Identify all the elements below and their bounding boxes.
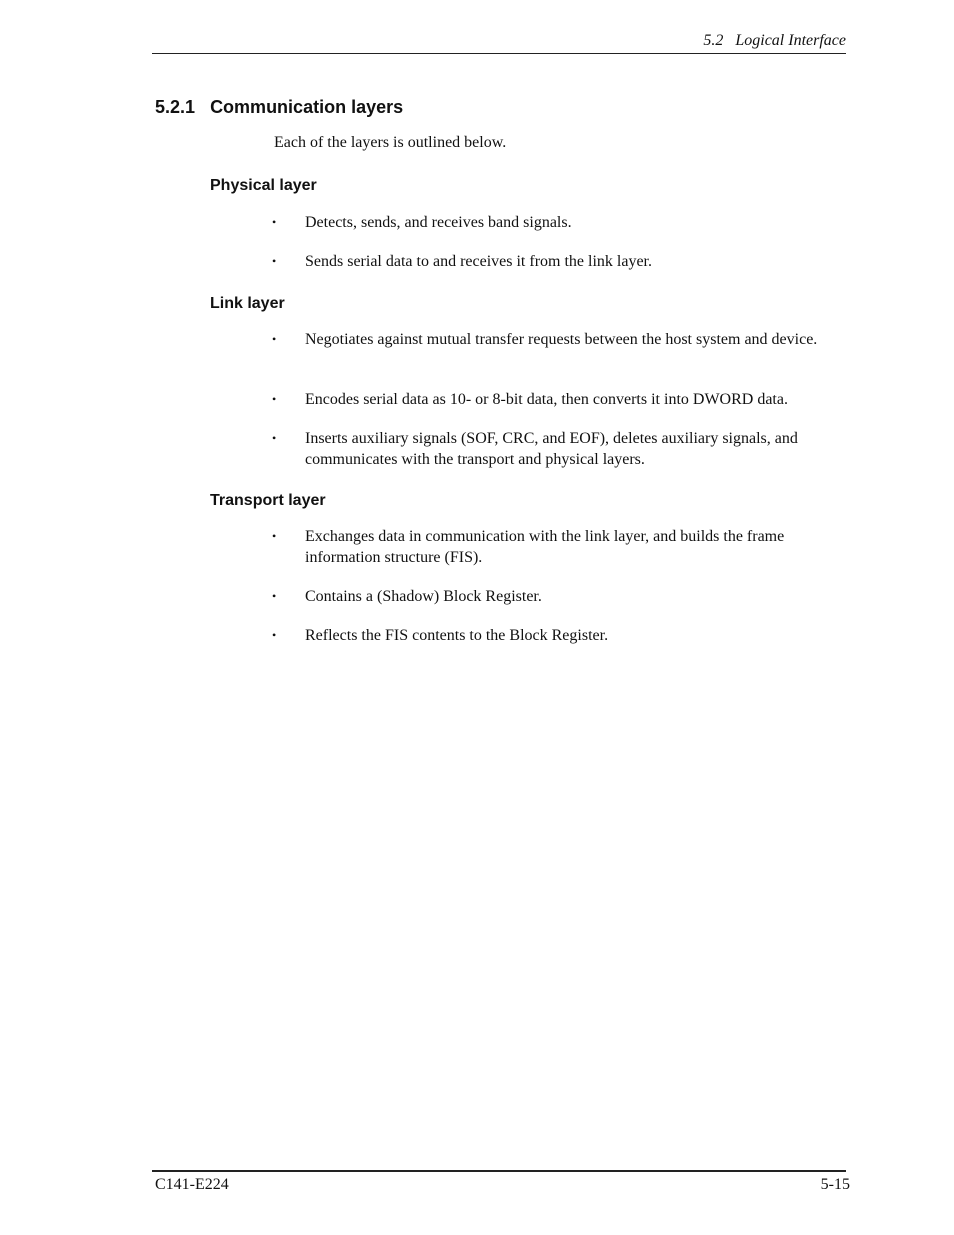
footer-doc-code: C141-E224: [155, 1176, 229, 1193]
bullet-icon: •: [272, 589, 277, 603]
bullet-icon: •: [272, 215, 277, 229]
header-rule: [152, 53, 846, 54]
transport-layer-heading: Transport layer: [210, 492, 326, 509]
bullet-text: Inserts auxiliary signals (SOF, CRC, and EOF), deletes auxiliary signals, and communicates with the transport and physical layers.: [305, 430, 798, 468]
section-heading: [155, 97, 403, 118]
bullet-text: Exchanges data in communication with the link layer, and builds the frame information structure (FIS).: [305, 528, 785, 566]
header-section-title: Logical Interface: [735, 32, 846, 49]
intro-paragraph: Each of the layers is outlined below.: [274, 134, 507, 151]
list-item: [272, 428, 848, 470]
bullet-icon: •: [272, 254, 277, 268]
list-item: [272, 329, 848, 350]
bullet-icon: •: [272, 628, 277, 642]
list-item: [272, 625, 848, 646]
bullet-text: Contains a (Shadow) Block Register.: [305, 588, 542, 605]
running-header: [152, 32, 846, 50]
list-item: [272, 251, 848, 272]
list-item: [272, 526, 848, 568]
bullet-icon: •: [272, 431, 277, 445]
link-layer-heading: Link layer: [210, 295, 285, 312]
footer-page-number: 5-15: [820, 1176, 850, 1193]
bullet-text: Sends serial data to and receives it from the link layer.: [305, 253, 652, 270]
bullet-text: Reflects the FIS contents to the Block Register.: [305, 627, 609, 644]
bullet-icon: •: [272, 332, 277, 346]
list-item: [272, 212, 848, 233]
bullet-icon: •: [272, 529, 277, 543]
section-title: Communication layers: [210, 97, 404, 117]
list-item: [272, 389, 848, 410]
section-number: 5.2.1: [155, 97, 196, 117]
list-item: [272, 586, 848, 607]
physical-layer-heading: Physical layer: [210, 177, 317, 194]
bullet-text: Detects, sends, and receives band signals.: [305, 214, 572, 231]
header-section-number: 5.2: [703, 32, 724, 49]
bullet-text: Encodes serial data as 10- or 8-bit data, then converts it into DWORD data.: [305, 391, 788, 408]
footer-rule: [152, 1170, 846, 1172]
bullet-text: Negotiates against mutual transfer requests between the host system and device.: [305, 331, 818, 348]
bullet-icon: •: [272, 392, 277, 406]
